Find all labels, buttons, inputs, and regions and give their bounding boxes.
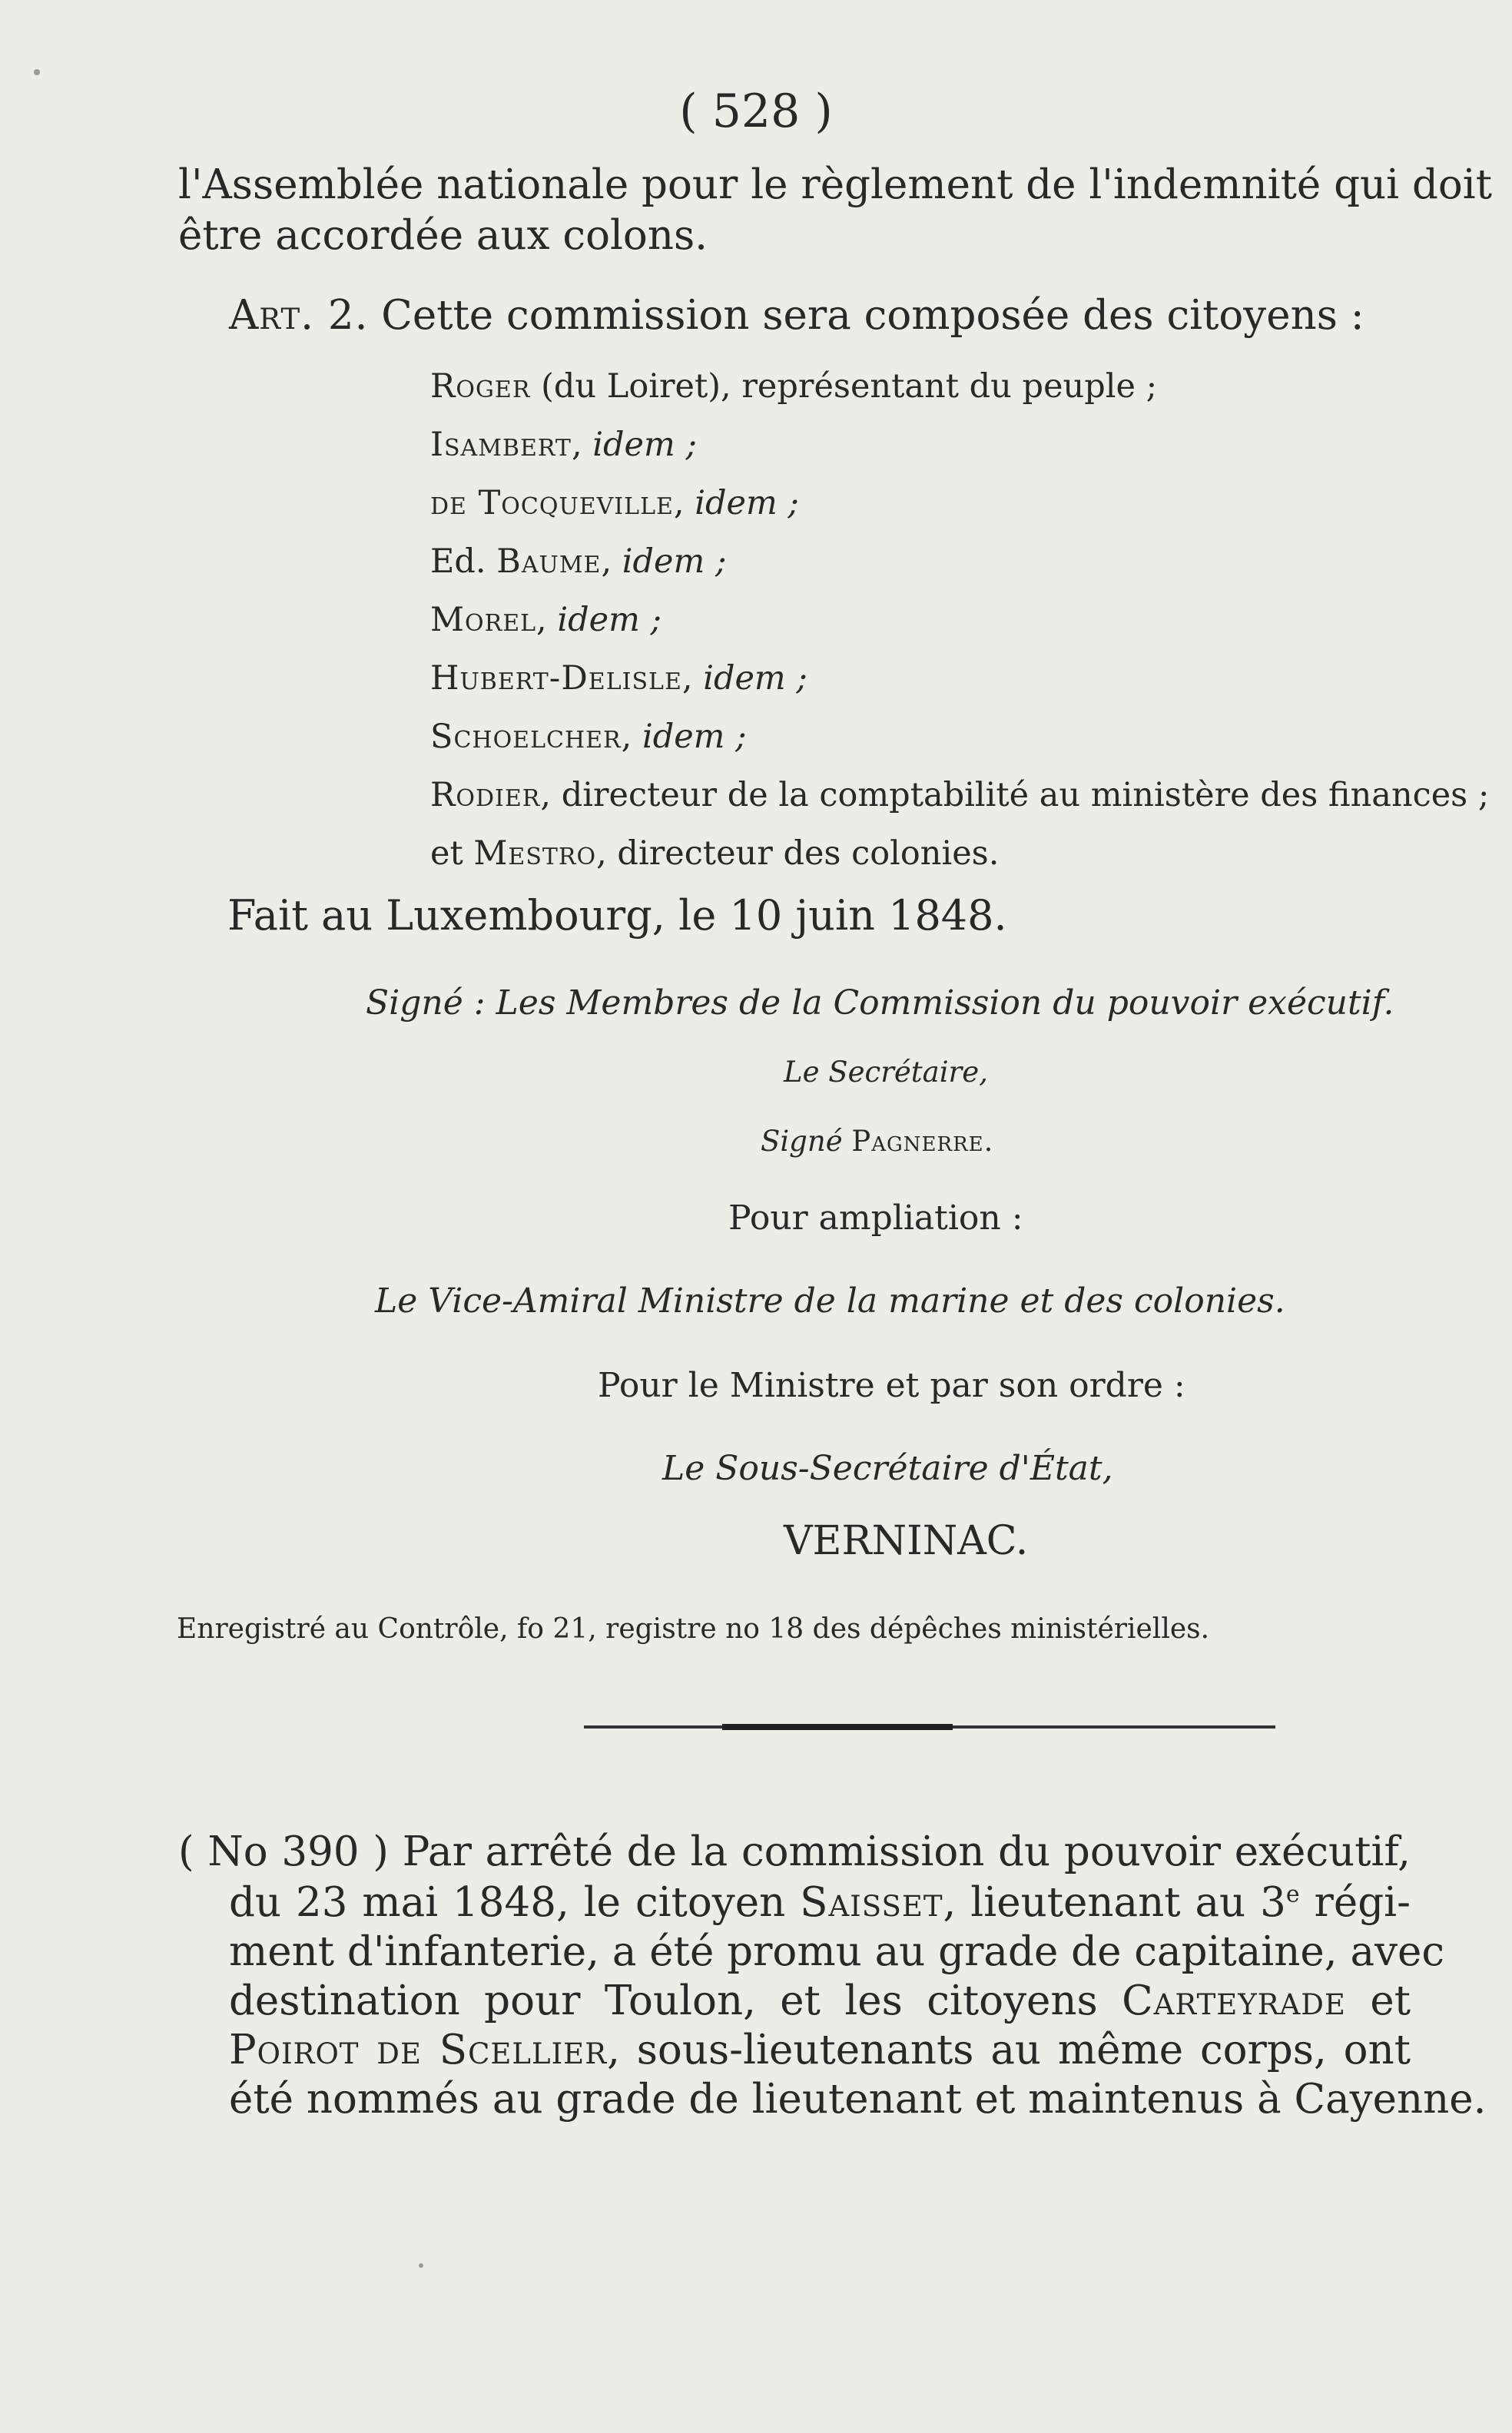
ink-speck [34, 69, 40, 75]
decree-text: et [1345, 1977, 1411, 2024]
decree-number: ( No 390 ) [178, 1828, 389, 1875]
member-line [430, 601, 662, 639]
pour-ampliation: Pour ampliation : [728, 1198, 1023, 1238]
decree-text: régi- [1299, 1879, 1411, 1926]
member-detail: , [673, 484, 695, 522]
member-detail: (du Loiret), représentant du peuple ; [530, 367, 1158, 406]
member-detail: , [536, 601, 558, 639]
article-label: Art. 2. [229, 292, 369, 339]
ink-speck [419, 2263, 423, 2268]
member-line [430, 659, 807, 698]
enregistre-line: Enregistré au Contrôle, fo 21, registre no 18 des dépêches ministérielles. [177, 1613, 1210, 1645]
member-name: Rodier [430, 776, 541, 814]
decree-text: destination pour Toulon, et les citoyens [229, 1977, 1122, 2024]
member-role: idem ; [557, 601, 662, 639]
signe-label: Signé [761, 1125, 843, 1158]
member-name: Roger [430, 367, 531, 406]
member-line [430, 367, 1157, 406]
member-detail: , directeur des colonies. [596, 834, 1000, 873]
member-detail: , [571, 426, 593, 464]
member-name: Mestro [473, 834, 597, 873]
member-line [430, 426, 697, 464]
decree-line [229, 1879, 1411, 1926]
signed-line: Signé : Les Membres de la Commission du pouvoir exécutif. [366, 983, 1394, 1023]
member-name: Morel [430, 601, 537, 639]
sous-secretaire-line: Le Sous-Secrétaire d'État, [662, 1449, 1113, 1488]
section-divider [584, 1725, 1275, 1729]
article-heading [229, 292, 1364, 339]
person-name: Saisset [800, 1879, 943, 1926]
member-name: Isambert [430, 426, 572, 464]
member-role: idem ; [703, 659, 807, 698]
member-line [430, 484, 799, 522]
member-prefix: Ed. [430, 542, 497, 581]
member-role: idem ; [642, 718, 747, 756]
decree-line: ment d'infanterie, a été promu au grade de capitaine, avec [229, 1928, 1445, 1975]
member-prefix: et [430, 834, 474, 873]
decree-text: , sous-lieutenants au même corps, ont [607, 2027, 1411, 2073]
paragraph-line: être accordée aux colons. [178, 212, 708, 259]
member-detail: , [621, 718, 642, 756]
decree-text: Par arrêté de la commission du pouvoir exécutif, [402, 1828, 1411, 1875]
page-number: ( 528 ) [679, 85, 833, 138]
vice-admiral-line: Le Vice-Amiral Ministre de la marine et des colonies. [375, 1281, 1285, 1321]
paragraph-line: l'Assemblée nationale pour le règlement de l'indemnité qui doit [178, 161, 1493, 208]
person-name: Carteyrade [1122, 1977, 1346, 2024]
member-line [430, 834, 999, 873]
member-line [430, 542, 726, 581]
member-role: idem ; [622, 542, 727, 581]
signatory: VERNINAC. [784, 1518, 1029, 1564]
member-prefix: de [430, 484, 479, 522]
member-detail: , [601, 542, 622, 581]
member-name: Schoelcher [430, 718, 622, 756]
secretary-title: Le Secrétaire, [784, 1056, 988, 1089]
secretary-signature [761, 1125, 993, 1158]
member-name: Baume [496, 542, 602, 581]
member-line [430, 718, 747, 756]
member-role: idem ; [592, 426, 697, 464]
decree-line [178, 1828, 1411, 1875]
member-detail: , directeur de la comptabilité au ministère des finances ; [540, 776, 1490, 814]
pour-le-ministre: Pour le Ministre et par son ordre : [598, 1366, 1185, 1405]
decree-text: , lieutenant au 3 [943, 1879, 1286, 1926]
member-name: Hubert-Delisle [430, 659, 682, 698]
article-text: Cette commission sera composée des citoyens : [381, 292, 1364, 339]
member-role: idem ; [695, 484, 799, 522]
superscript: e [1285, 1881, 1300, 1908]
date-line: Fait au Luxembourg, le 10 juin 1848. [227, 891, 1007, 940]
person-name: Poirot de Scellier [229, 2027, 608, 2073]
decree-text: du 23 mai 1848, le citoyen [229, 1879, 801, 1926]
member-detail: , [681, 659, 704, 698]
decree-line [229, 2027, 1411, 2073]
secretary-name: Pagnerre. [851, 1125, 994, 1158]
member-name: Tocqueville [478, 484, 674, 522]
decree-line [229, 1977, 1411, 2024]
decree-line: été nommés au grade de lieutenant et maintenus à Cayenne. [229, 2076, 1487, 2123]
member-line [430, 776, 1489, 814]
